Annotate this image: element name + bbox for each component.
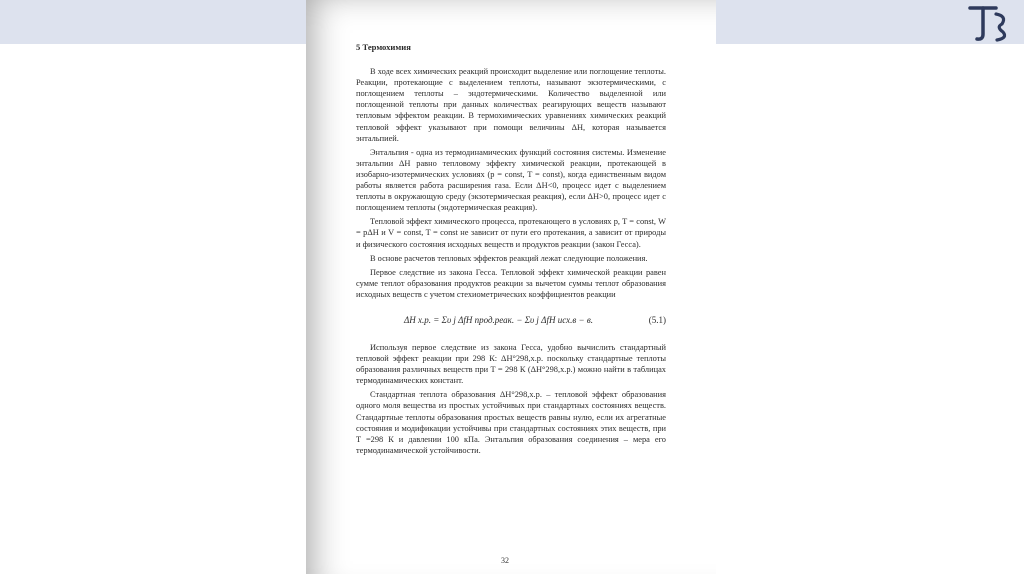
formula-number: (5.1) bbox=[648, 314, 666, 325]
paragraph: Первое следствие из закона Гесса. Тепловой эффект химической реакции равен сумме теплот образования продуктов реакции за вычетом суммы теплот образования исходных веществ с учетом стехиометрических коэффициентов реакции bbox=[356, 267, 666, 299]
paragraph: В основе расчетов тепловых эффектов реакций лежат следующие положения. bbox=[370, 253, 648, 263]
section-heading: 5 Термохимия bbox=[356, 42, 411, 52]
page-number: 32 bbox=[501, 556, 509, 565]
university-logo-icon bbox=[966, 4, 1012, 44]
paragraph: Используя первое следствие из закона Гесса, удобно вычислить стандартный тепловой эффект реакции при 298 К: ΔH°298,х.р. поскольку стандартные теплоты образования различных веществ при T = 298 К (ΔH°298,х.р.) можно найти в таблицах термодинамических констант. bbox=[356, 342, 666, 386]
paragraph: Энтальпия - одна из термодинамических функций состояния системы. Изменение энтальпии ΔH равно тепловому эффекту химической реакции, протекающей в изобарно-изотермических условиях (p = const, T = const), когда единственным видом работы является работа расширения газа. Если ΔH<0, процесс идет с выделением теплоты в окружающую среду (экзотермическая реакция), если ΔH>0, процесс идет с поглощением теплоты (эндотермическая реакция). bbox=[356, 147, 666, 213]
formula-expression: ΔH х.р. = Συ j ΔfH прод.реак. − Συ j ΔfH исх.в − в. bbox=[404, 314, 593, 325]
paragraph: Стандартная теплота образования ΔH°298,х.р. – тепловой эффект образования одного моля вещества из простых устойчивых при стандартных состояниях веществ. Стандартные теплоты образования простых веществ равны нулю, если их агрегатные состояния и модификации устойчивы при стандартных состояниях этих веществ, при T =298 К и давлении 100 кПа. Энтальпия образования соединения – мера его термодинамической устойчивости. bbox=[356, 390, 666, 455]
header-band-left bbox=[0, 0, 306, 44]
document-scan bbox=[306, 0, 716, 574]
paragraph: Тепловой эффект химического процесса, протекающего в условиях p, T = const, W = pΔH и V = const, T = const не зависит от пути его протекания, а зависит от природы и физического состояния исходных веществ и продуктов реакции (закон Гесса). bbox=[356, 217, 666, 249]
formula-5-1 bbox=[356, 309, 666, 333]
document-text bbox=[356, 42, 666, 459]
paragraph: В ходе всех химических реакций происходит выделение или поглощение теплоты. Реакции, протекающие с выделением теплоты, называют экзотермическими, с поглощением теплоты – эндотермическими. Количество выделенной или поглощенной теплоты при данных количествах реагирующих веществ называют тепловым эффектом реакции. В термохимических уравнениях химических реакций тепловой эффект указывают при помощи величины ΔH, которая называется энтальпией. bbox=[356, 67, 666, 143]
